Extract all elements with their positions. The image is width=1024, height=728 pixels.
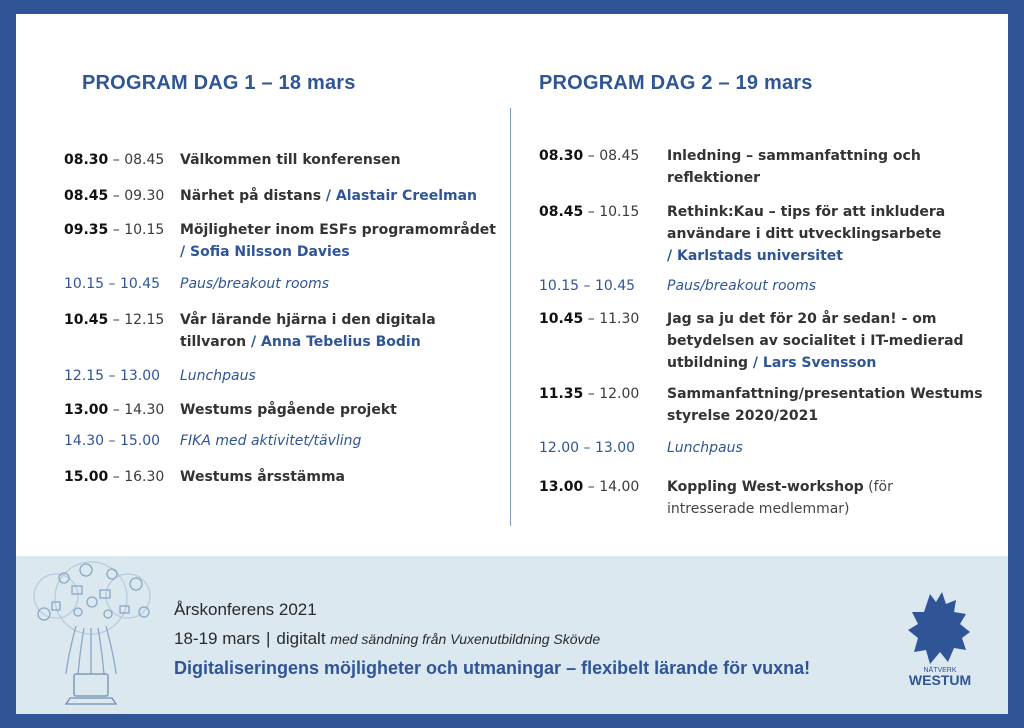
conference-theme: Digitaliseringens möjligheter och utmaningar – flexibelt lärande för vuxna!	[174, 658, 811, 678]
time-range: 08.45 – 09.30	[64, 188, 165, 204]
time-range: 10.45 – 11.30	[539, 311, 640, 327]
map-shape-icon	[908, 592, 970, 664]
digital-tree-illustration	[16, 556, 166, 714]
column-divider	[510, 108, 511, 526]
session-title: Westums årsstämma	[180, 469, 346, 485]
footer-banner	[16, 556, 1008, 714]
time-range: 12.15 – 13.00	[64, 368, 161, 384]
day2-item	[539, 308, 967, 374]
time-range: 11.35 – 12.00	[539, 386, 640, 402]
day2-break	[539, 275, 967, 297]
day2-title: PROGRAM DAG 2 – 19 mars	[539, 72, 813, 94]
session-title: Westums pågående projekt	[180, 402, 397, 418]
logo-name: WESTUM	[908, 672, 972, 688]
conference-name: Årskonferens 2021	[174, 600, 317, 619]
day1-item	[64, 466, 500, 488]
day2-item	[539, 476, 897, 520]
day1-item	[64, 149, 500, 171]
speaker-name: / Sofia Nilsson Davies	[180, 244, 350, 260]
session-title: Sammanfattning/presentation Westums styrelse 2020/2021	[667, 386, 983, 424]
speaker-name: / Karlstads universitet	[667, 248, 843, 264]
speaker-name: / Anna Tebelius Bodin	[246, 334, 421, 350]
break-title: Lunchpaus	[667, 440, 743, 456]
day1-item	[64, 309, 450, 353]
day1-item	[64, 185, 500, 207]
day1-break	[64, 365, 500, 387]
time-range: 14.30 – 15.00	[64, 433, 161, 449]
session-title: Inledning – sammanfattning och reflektioner	[667, 148, 921, 186]
session-title: Närhet på distans / Alastair Creelman	[180, 188, 478, 204]
session-title: Koppling West-workshop (för intresserade medlemmar)	[667, 479, 893, 517]
speaker-name: / Lars Svensson	[748, 355, 877, 371]
break-title: FIKA med aktivitet/tävling	[180, 433, 362, 449]
time-range: 09.35 – 10.15	[64, 222, 165, 238]
session-title: Jag sa ju det för 20 år sedan! - om betydelsen av socialitet i IT-medierad utbildning / Lars Svensson	[667, 311, 964, 371]
time-range: 13.00 – 14.00	[539, 479, 640, 495]
day1-break	[64, 430, 500, 452]
westum-logo	[900, 588, 980, 688]
time-range: 10.45 – 12.15	[64, 312, 165, 328]
break-title: Paus/breakout rooms	[667, 278, 817, 294]
session-note: (för intresserade medlemmar)	[667, 479, 893, 517]
session-title: Rethink:Kau – tips för att inkludera användare i ditt utvecklingsarbete / Karlstads universitet	[667, 204, 946, 264]
time-range: 10.15 – 10.45	[64, 276, 161, 292]
day2-break	[539, 437, 967, 459]
day1-break	[64, 273, 500, 295]
day1-item	[64, 219, 500, 263]
logo-top-text: NÄTVERK	[923, 667, 957, 674]
session-title: Välkommen till konferensen	[180, 152, 401, 168]
day2-item	[539, 201, 967, 267]
session-title: Möjligheter inom ESFs programområdet / Sofia Nilsson Davies	[180, 222, 496, 260]
program-poster	[16, 14, 1008, 714]
time-range: 10.15 – 10.45	[539, 278, 636, 294]
session-title: Vår lärande hjärna i den digitala tillvaron / Anna Tebelius Bodin	[180, 312, 436, 350]
day1-title: PROGRAM DAG 1 – 18 mars	[82, 72, 356, 94]
day1-item	[64, 399, 500, 421]
time-range: 12.00 – 13.00	[539, 440, 636, 456]
day2-item	[539, 145, 957, 189]
time-range: 08.30 – 08.45	[64, 152, 165, 168]
time-range: 13.00 – 14.30	[64, 402, 165, 418]
time-range: 15.00 – 16.30	[64, 469, 165, 485]
time-range: 08.30 – 08.45	[539, 148, 640, 164]
day2-item	[539, 383, 987, 427]
time-range: 08.45 – 10.15	[539, 204, 640, 220]
break-title: Paus/breakout rooms	[180, 276, 330, 292]
break-title: Lunchpaus	[180, 368, 256, 384]
conference-date-line: 18-19 mars | digitalt med sändning från Vuxenutbildning Skövde	[174, 629, 601, 648]
speaker-name: / Alastair Creelman	[321, 188, 478, 204]
